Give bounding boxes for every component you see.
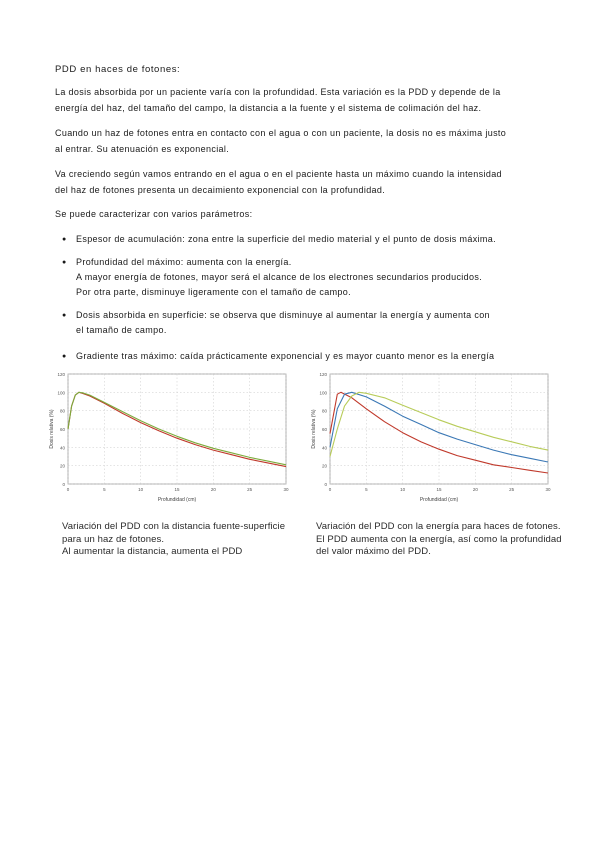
- text-line: La dosis absorbida por un paciente varía con la profundidad. Esta variación es la PDD y depende de la: [55, 87, 501, 97]
- x-tick-label: 25: [509, 487, 515, 492]
- x-tick-label: 20: [472, 487, 478, 492]
- parameter-list: [62, 308, 552, 338]
- y-tick-label: 20: [321, 463, 327, 469]
- x-tick-label: 0: [328, 487, 332, 492]
- caption-line: para un haz de fotones.: [62, 533, 165, 545]
- y-tick-label: 120: [57, 372, 65, 377]
- x-tick-label: 10: [400, 487, 406, 492]
- caption-line: del valor máximo del PDD.: [316, 546, 431, 557]
- x-tick-label: 15: [436, 487, 442, 492]
- x-axis-label: Profundidad (cm): [157, 497, 197, 503]
- parameter-list: [62, 349, 552, 364]
- caption-line: Variación del PDD con la distancia fuente-superficie: [62, 521, 286, 532]
- text-line: el tamaño de campo.: [76, 325, 167, 335]
- x-tick-label: 30: [283, 487, 289, 492]
- figure-caption-left: [62, 521, 285, 559]
- figure-caption-right: [316, 521, 562, 559]
- parameter-list: [62, 255, 552, 300]
- text-line: ● Dosis absorbida en superficie: se observa que disminuye al aumentar la energía y aumenta con: [76, 310, 490, 320]
- parameter-list: [62, 232, 552, 247]
- paragraph-beam-entry: [55, 125, 555, 157]
- text-line: A mayor energía de fotones, mayor será el alcance de los electrones secundarios producidos.: [76, 272, 483, 282]
- x-tick-label: 0: [66, 487, 70, 492]
- y-tick-label: 60: [321, 427, 327, 432]
- x-tick-label: 5: [365, 487, 368, 492]
- y-axis-label: Dosis relativa (%): [49, 409, 55, 449]
- list-item: ● Gradiente tras máximo: caída prácticamente exponencial y es mayor cuanto menor es la energía: [62, 349, 552, 364]
- x-axis-label: Profundidad (cm): [419, 497, 459, 503]
- caption-line: Variación del PDD con la energía para haces de fotones.: [316, 521, 561, 532]
- y-tick-label: 100: [57, 390, 65, 396]
- y-tick-label: 0: [324, 482, 327, 487]
- x-tick-label: 20: [210, 487, 216, 492]
- y-tick-label: 40: [59, 445, 65, 451]
- text-line: ● Profundidad del máximo: aumenta con la energía.: [76, 257, 292, 267]
- x-tick-label: 15: [174, 487, 180, 492]
- paragraph-parameters-intro: [55, 206, 555, 222]
- list-item: [62, 308, 552, 338]
- text-line: del haz de fotones presenta un decaimiento exponencial con la profundidad.: [55, 185, 386, 195]
- text-line: Se puede caracterizar con varios parámetros:: [55, 209, 253, 219]
- x-tick-label: 30: [545, 487, 551, 492]
- pdd-energy-chart: [300, 366, 558, 522]
- y-tick-label: 0: [62, 482, 65, 487]
- y-axis-label: Dosis relativa (%): [311, 409, 317, 449]
- y-tick-label: 60: [59, 427, 65, 432]
- text-line: al entrar. Su atenuación es exponencial.: [55, 144, 230, 154]
- text-line: Por otra parte, disminuye ligeramente con el tamaño de campo.: [76, 287, 351, 297]
- list-item: [62, 255, 552, 300]
- x-tick-label: 5: [103, 487, 106, 492]
- pdd-ssd-chart: [38, 366, 296, 522]
- text-line: Cuando un haz de fotones entra en contacto con el agua o con un paciente, la dosis no es máxima justo: [55, 128, 507, 138]
- y-tick-label: 80: [59, 408, 65, 414]
- x-tick-label: 10: [138, 487, 144, 492]
- text-line: Va creciendo según vamos entrando en el agua o en el paciente hasta un máximo cuando la intensidad: [55, 169, 502, 179]
- section-heading: PDD en haces de fotones:: [55, 64, 181, 75]
- y-tick-label: 80: [321, 408, 327, 414]
- y-tick-label: 120: [319, 372, 327, 377]
- paragraph-dose-growth: [55, 166, 555, 198]
- y-tick-label: 100: [319, 390, 327, 396]
- y-tick-label: 40: [321, 445, 327, 451]
- paragraph-pdd-definition: [55, 84, 555, 116]
- y-tick-label: 20: [59, 463, 65, 469]
- list-item: ● Espesor de acumulación: zona entre la superficie del medio material y el punto de dosis máxima.: [62, 232, 552, 247]
- caption-line: El PDD aumenta con la energía, así como la profundidad: [316, 533, 562, 545]
- x-tick-label: 25: [247, 487, 253, 492]
- text-line: energía del haz, del tamaño del campo, la distancia a la fuente y el sistema de colimación del haz.: [55, 103, 482, 113]
- caption-line: Al aumentar la distancia, aumenta el PDD: [62, 546, 243, 557]
